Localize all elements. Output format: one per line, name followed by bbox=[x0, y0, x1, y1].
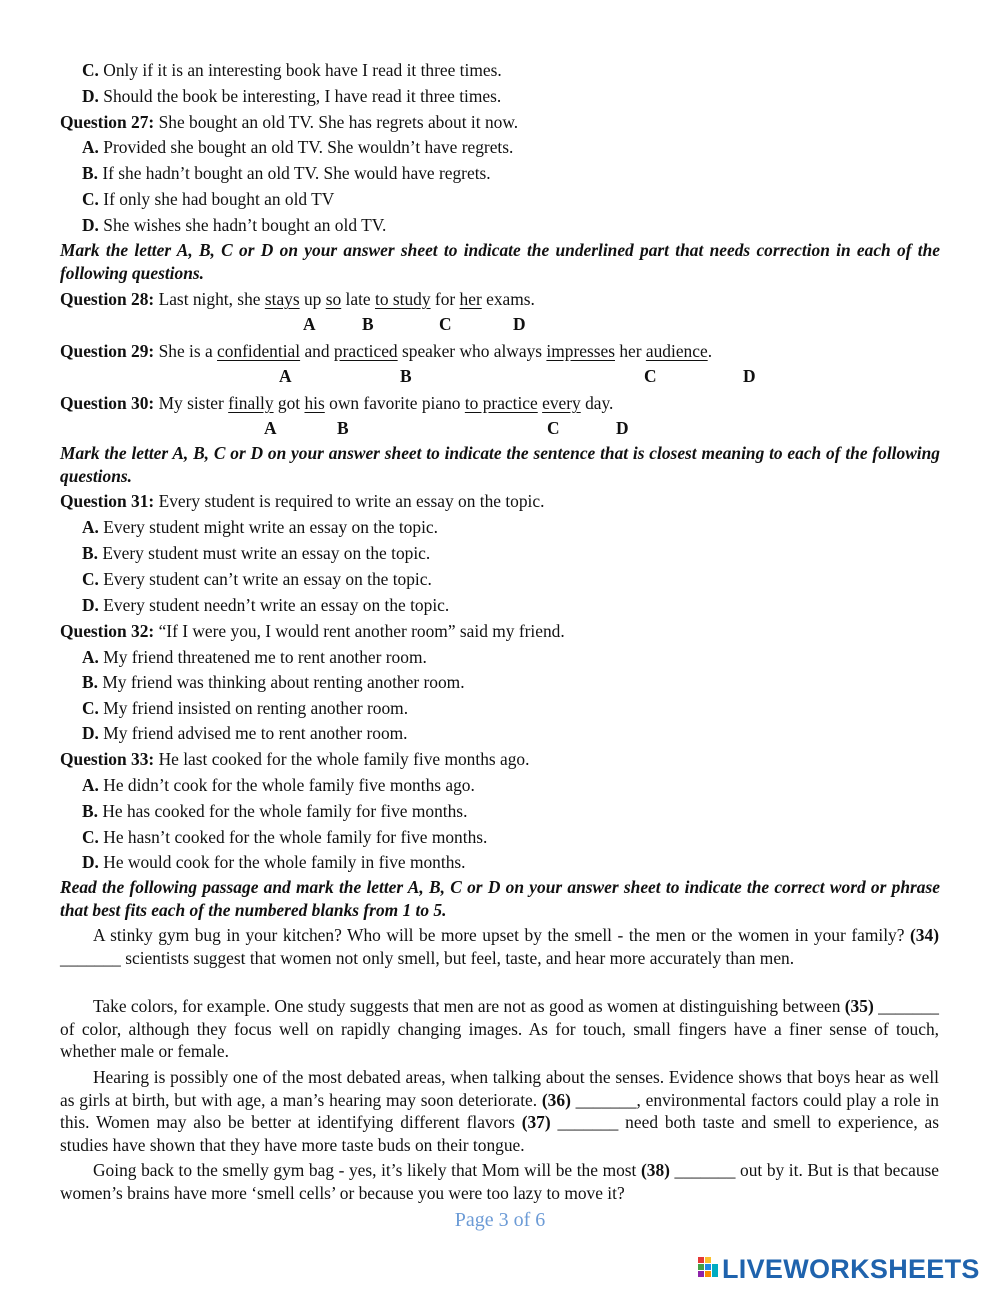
q30-letter-b: B bbox=[337, 418, 349, 438]
q29-underlined-c: impresses bbox=[546, 341, 615, 361]
instruction-passage-cloze: Read the following passage and mark the letter A, B, C or D on your answer sheet to indicate the correct word or phrase that best fits each of the numbered blanks from 1 to 5. bbox=[60, 877, 940, 920]
q33-option-c: C. He hasn’t cooked for the whole family for five months. bbox=[82, 827, 488, 847]
q31-option-d: D. Every student needn’t write an essay on the topic. bbox=[82, 595, 450, 615]
q28-letter-d: D bbox=[513, 314, 526, 334]
q30-letter-c: C bbox=[547, 418, 560, 438]
instruction-closest-meaning: Mark the letter A, B, C or D on your answer sheet to indicate the sentence that is closest meaning to each of the following questions. bbox=[60, 443, 940, 486]
instruction-error-identification: Mark the letter A, B, C or D on your answer sheet to indicate the underlined part that needs correction in each of the following questions. bbox=[60, 240, 940, 283]
q31-stem: Question 31: Every student is required to write an essay on the topic. bbox=[60, 491, 545, 511]
q29-letter-c: C bbox=[644, 366, 657, 386]
blank-35-number: (35) bbox=[844, 996, 874, 1016]
liveworksheets-logo bbox=[697, 1254, 980, 1284]
q33-option-d: D. He would cook for the whole family in five months. bbox=[82, 852, 466, 872]
blank-34-number: (34) bbox=[910, 925, 939, 945]
q28-letter-c: C bbox=[439, 314, 452, 334]
passage-paragraph-1: A stinky gym bug in your kitchen? Who will be more upset by the smell - the men or the women in your family? (34) _______ scientists suggest that women not only smell, but feel, taste, and hear more accurately than men. bbox=[60, 925, 939, 968]
q28-letter-b: B bbox=[362, 314, 374, 334]
q28-letter-a: A bbox=[303, 314, 316, 334]
page-number: Page 3 of 6 bbox=[454, 1209, 546, 1231]
q28-underlined-d: her bbox=[459, 289, 482, 309]
q29-letter-b: B bbox=[400, 366, 412, 386]
q27-option-b: B. If she hadn’t bought an old TV. She would have regrets. bbox=[82, 163, 491, 183]
blank-36-number: (36) bbox=[541, 1089, 571, 1110]
passage-paragraph-2: Take colors, for example. One study suggests that men are not as good as women at distinguishing between (35) _______ of color, although they focus well on rapidly changing images. As for touch, small fingers have a finer sense of touch, whether male or female. bbox=[60, 996, 939, 1062]
passage-paragraph-3: Hearing is possibly one of the most debated areas, when talking about the senses. Evidence shows that boys hear as well as girls at birth, but with age, a man’s hearing may soon deteriorate. (36) _______, environmental factors could play a role in this. Women may also be better at identifying different flavors (37) _______ need both taste and smell to experience, as studies have shown that they have more taste buds on their tongue. bbox=[60, 1067, 939, 1155]
blank-38-number: (38) bbox=[640, 1160, 670, 1180]
q29-letter-d: D bbox=[743, 366, 756, 386]
q33-option-b: B. He has cooked for the whole family for five months. bbox=[82, 801, 468, 821]
q32-option-b: B. My friend was thinking about renting another room. bbox=[82, 672, 465, 692]
q30-underlined-d: every bbox=[542, 393, 581, 413]
q31-option-b: B. Every student must write an essay on the topic. bbox=[82, 543, 431, 563]
q28-underlined-b: so bbox=[325, 289, 342, 309]
q27-option-d: D. She wishes she hadn’t bought an old TV. bbox=[82, 215, 387, 235]
q30-underlined-a: finally bbox=[228, 393, 274, 413]
q33-stem: Question 33: He last cooked for the whole family five months ago. bbox=[60, 749, 530, 769]
blank-37-number: (37) bbox=[521, 1112, 551, 1133]
q27-stem: Question 27: She bought an old TV. She has regrets about it now. bbox=[60, 112, 519, 132]
q27-option-a: A. Provided she bought an old TV. She wouldn’t have regrets. bbox=[82, 137, 514, 157]
passage-paragraph-4: Going back to the smelly gym bag - yes, it’s likely that Mom will be the most (38) _______ out by it. But is that because women’s brains have more ‘smell cells’ or because you were too lazy to move it? bbox=[60, 1160, 940, 1203]
q29-stem: Question 29: She is a confidential and practiced speaker who always impresses her audience. bbox=[60, 341, 713, 361]
q31-option-c: C. Every student can’t write an essay on the topic. bbox=[82, 569, 432, 589]
q26-option-d: D. Should the book be interesting, I have read it three times. bbox=[82, 86, 502, 106]
q29-underlined-a: confidential bbox=[217, 341, 301, 361]
q29-letter-a: A bbox=[279, 366, 292, 386]
q30-stem: Question 30: My sister finally got his own favorite piano to practice every day. bbox=[60, 393, 614, 413]
q30-letter-d: D bbox=[616, 418, 629, 438]
q29-underlined-b: practiced bbox=[333, 341, 398, 361]
q27-option-c: C. If only she had bought an old TV bbox=[82, 189, 335, 209]
q32-option-c: C. My friend insisted on renting another room. bbox=[82, 698, 409, 718]
q30-letter-a: A bbox=[264, 418, 277, 438]
logo-text: LIVEWORKSHEETS bbox=[722, 1253, 980, 1284]
q32-stem: Question 32: “If I were you, I would rent another room” said my friend. bbox=[60, 621, 565, 641]
q28-stem: Question 28: Last night, she stays up so late to study for her exams. bbox=[60, 289, 535, 309]
liveworksheets-blocks-icon bbox=[697, 1256, 719, 1282]
q29-underlined-d: audience bbox=[645, 341, 708, 361]
q28-underlined-c: to study bbox=[375, 289, 431, 309]
q30-underlined-c: to practice bbox=[464, 393, 538, 413]
q28-underlined-a: stays bbox=[264, 289, 300, 309]
q30-underlined-b: his bbox=[304, 393, 325, 413]
q26-option-c: C. Only if it is an interesting book have I read it three times. bbox=[82, 60, 502, 80]
q32-option-a: A. My friend threatened me to rent another room. bbox=[82, 647, 427, 667]
q33-option-a: A. He didn’t cook for the whole family five months ago. bbox=[82, 775, 475, 795]
q32-option-d: D. My friend advised me to rent another room. bbox=[82, 723, 408, 743]
q31-option-a: A. Every student might write an essay on the topic. bbox=[82, 517, 438, 537]
